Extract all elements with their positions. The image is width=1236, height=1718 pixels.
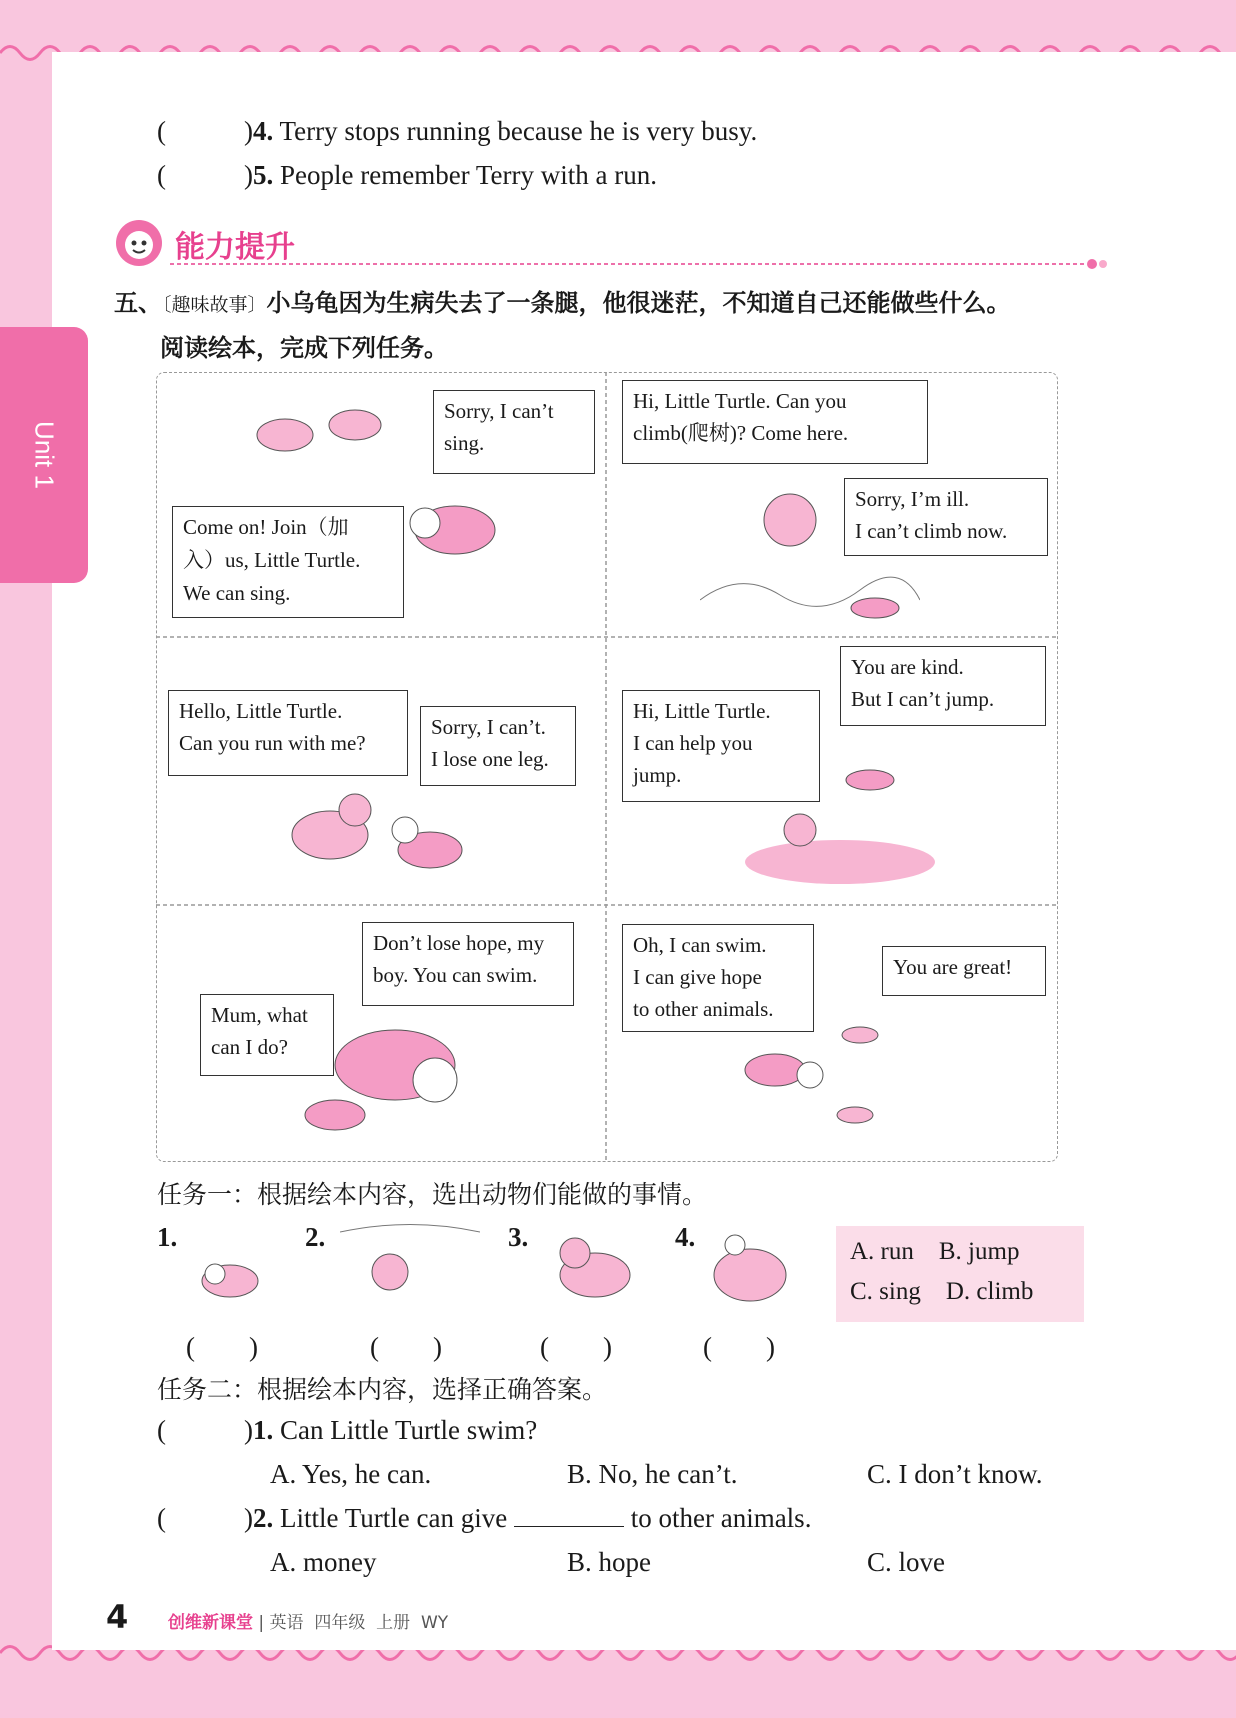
option-a[interactable]: A. Yes, he can. bbox=[270, 1459, 432, 1489]
mascot-icon bbox=[114, 218, 164, 268]
task1-item-number: 3. bbox=[508, 1222, 529, 1252]
answer-paren-close: ) bbox=[244, 116, 253, 146]
task1-title: 任务一：根据绘本内容，选出动物们能做的事情。 bbox=[157, 1180, 708, 1209]
page-number: 4 bbox=[106, 1598, 129, 1636]
task1-answer-blank[interactable]: ( ) bbox=[540, 1332, 612, 1362]
speech-bubble: Sorry, I’m ill. I can’t climb now. bbox=[844, 478, 1048, 556]
exercise-instruction: 阅读绘本，完成下列任务。 bbox=[160, 334, 448, 362]
unit-tab-label: Unit 1 bbox=[29, 421, 60, 489]
section-divider bbox=[170, 258, 1110, 272]
exercise-intro: 五、〔趣味故事〕小乌龟因为生病失去了一条腿，他很迷茫，不知道自己还能做些什么。 bbox=[114, 289, 1011, 317]
answer-paren-close: ) bbox=[244, 160, 253, 190]
speech-bubble: Come on! Join（加 入）us, Little Turtle. We can sing. bbox=[172, 506, 404, 618]
task1-answer-blank[interactable]: ( ) bbox=[370, 1332, 442, 1362]
option-b[interactable]: B. No, he can’t. bbox=[567, 1459, 738, 1489]
panel6-swimming-turtle-illustration bbox=[730, 1020, 930, 1140]
speech-bubble: Mum, what can I do? bbox=[200, 994, 334, 1076]
option-a[interactable]: A. money bbox=[270, 1547, 377, 1577]
question-number: 4. bbox=[253, 116, 274, 146]
task2-question-1: ( )1. Can Little Turtle swim? bbox=[157, 1415, 538, 1445]
task1-answer-blank[interactable]: ( ) bbox=[703, 1332, 775, 1362]
fill-blank[interactable] bbox=[514, 1526, 624, 1527]
speech-bubble: Sorry, I can’t. I lose one leg. bbox=[420, 706, 576, 786]
task2-title: 任务二：根据绘本内容，选择正确答案。 bbox=[157, 1375, 608, 1404]
task1-item-number: 2. bbox=[305, 1222, 326, 1252]
panel3-dog-turtle-illustration bbox=[270, 780, 470, 890]
dog-icon bbox=[535, 1225, 655, 1310]
speech-bubble: Hi, Little Turtle. I can help you jump. bbox=[622, 690, 820, 802]
task2-question-2: ( )2. Little Turtle can give to other animals. bbox=[157, 1503, 812, 1533]
option-c[interactable]: C. I don’t know. bbox=[867, 1459, 1043, 1489]
unit-tab bbox=[0, 327, 88, 583]
speech-bubble: Oh, I can swim. I can give hope to other animals. bbox=[622, 924, 814, 1032]
answer-paren-open[interactable]: ( bbox=[157, 1415, 166, 1445]
answer-paren-open[interactable]: ( bbox=[157, 116, 166, 146]
question-text: People remember Terry with a run. bbox=[280, 160, 657, 190]
task1-item-number: 1. bbox=[157, 1222, 178, 1252]
question-text: Terry stops running because he is very busy. bbox=[279, 116, 758, 146]
question-5 bbox=[157, 160, 657, 191]
frog-icon bbox=[700, 1220, 800, 1310]
option-b[interactable]: B. hope bbox=[567, 1547, 651, 1577]
option-c[interactable]: C. love bbox=[867, 1547, 945, 1577]
speech-bubble: Hi, Little Turtle. Can you climb(爬树)? Come here. bbox=[622, 380, 928, 464]
speech-bubble: You are great! bbox=[882, 946, 1046, 996]
speech-bubble: You are kind. But I can’t jump. bbox=[840, 646, 1046, 726]
footer-info: 创维新课堂 | 英语 四年级 上册 WY bbox=[168, 1613, 449, 1633]
bird-icon bbox=[185, 1236, 280, 1316]
exercise-tag: 〔趣味故事〕 bbox=[162, 294, 267, 316]
answer-paren-open[interactable]: ( bbox=[157, 1503, 166, 1533]
task1-options: A. run B. jump C. sing D. climb bbox=[836, 1226, 1084, 1322]
speech-bubble: Don’t lose hope, my boy. You can swim. bbox=[362, 922, 574, 1006]
section-heading: 能力提升 bbox=[175, 230, 295, 265]
question-number: 5. bbox=[253, 160, 274, 190]
task1-answer-blank[interactable]: ( ) bbox=[186, 1332, 258, 1362]
monkey-icon bbox=[340, 1222, 480, 1307]
answer-paren-open[interactable]: ( bbox=[157, 160, 166, 190]
speech-bubble: Sorry, I can’t sing. bbox=[433, 390, 595, 474]
speech-bubble: Hello, Little Turtle. Can you run with me? bbox=[168, 690, 408, 776]
task1-item-number: 4. bbox=[675, 1222, 696, 1252]
question-4 bbox=[157, 116, 757, 147]
